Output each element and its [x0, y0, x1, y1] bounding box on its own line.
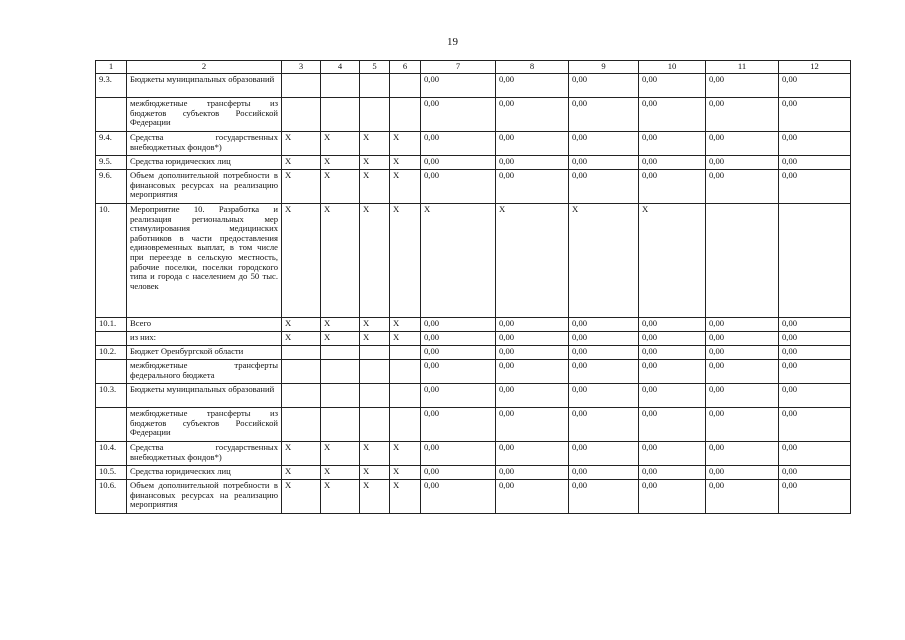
- value-cell: 0,00: [421, 480, 496, 514]
- table-row: [96, 318, 851, 332]
- value-cell: 0,00: [421, 466, 496, 480]
- row-label-cell: Средства государственных внебюджетных фондов*): [127, 442, 282, 466]
- table-row: [96, 360, 851, 384]
- table-row: [96, 384, 851, 408]
- value-cell: 0,00: [569, 132, 639, 156]
- row-label-cell: Объем дополнительной потребности в финансовых ресурсах на реализацию мероприятия: [127, 170, 282, 204]
- value-cell: [282, 360, 321, 384]
- value-cell: 0,00: [779, 170, 851, 204]
- page-number: 19: [447, 36, 458, 48]
- value-cell: X: [390, 466, 421, 480]
- value-cell: 0,00: [639, 98, 706, 132]
- value-cell: X: [321, 332, 360, 346]
- value-cell: 0,00: [421, 442, 496, 466]
- column-number: 1: [96, 61, 127, 74]
- value-cell: X: [390, 332, 421, 346]
- value-cell: 0,00: [569, 332, 639, 346]
- value-cell: 0,00: [706, 318, 779, 332]
- value-cell: 0,00: [496, 318, 569, 332]
- value-cell: [390, 74, 421, 98]
- value-cell: 0,00: [779, 74, 851, 98]
- value-cell: 0,00: [496, 346, 569, 360]
- value-cell: 0,00: [569, 170, 639, 204]
- value-cell: [282, 408, 321, 442]
- value-cell: 0,00: [706, 74, 779, 98]
- row-number-cell: 10.6.: [96, 480, 127, 514]
- value-cell: 0,00: [706, 466, 779, 480]
- value-cell: X: [390, 132, 421, 156]
- value-cell: 0,00: [421, 384, 496, 408]
- row-number-cell: [96, 332, 127, 346]
- row-label-cell: Бюджеты муниципальных образований: [127, 384, 282, 408]
- value-cell: X: [360, 132, 390, 156]
- value-cell: 0,00: [569, 480, 639, 514]
- row-label-cell: Объем дополнительной потребности в финансовых ресурсах на реализацию мероприятия: [127, 480, 282, 514]
- value-cell: [282, 384, 321, 408]
- value-cell: [360, 408, 390, 442]
- value-cell: 0,00: [569, 360, 639, 384]
- value-cell: 0,00: [569, 156, 639, 170]
- value-cell: 0,00: [779, 408, 851, 442]
- value-cell: 0,00: [779, 318, 851, 332]
- value-cell: 0,00: [569, 74, 639, 98]
- value-cell: 0,00: [706, 480, 779, 514]
- value-cell: 0,00: [421, 346, 496, 360]
- value-cell: X: [390, 442, 421, 466]
- value-cell: 0,00: [639, 332, 706, 346]
- column-number: 8: [496, 61, 569, 74]
- row-label-cell: Средства юридических лиц: [127, 156, 282, 170]
- table-row: [96, 346, 851, 360]
- value-cell: [390, 360, 421, 384]
- value-cell: 0,00: [706, 346, 779, 360]
- value-cell: X: [282, 480, 321, 514]
- value-cell: X: [282, 170, 321, 204]
- value-cell: 0,00: [496, 442, 569, 466]
- value-cell: 0,00: [639, 466, 706, 480]
- value-cell: X: [390, 480, 421, 514]
- value-cell: 0,00: [779, 360, 851, 384]
- table-row: [96, 408, 851, 442]
- table-row: [96, 74, 851, 98]
- value-cell: X: [390, 156, 421, 170]
- value-cell: X: [321, 480, 360, 514]
- row-number-cell: 9.6.: [96, 170, 127, 204]
- value-cell: X: [360, 204, 390, 318]
- value-cell: [321, 408, 360, 442]
- value-cell: [282, 74, 321, 98]
- value-cell: [321, 98, 360, 132]
- value-cell: X: [360, 466, 390, 480]
- value-cell: 0,00: [706, 332, 779, 346]
- value-cell: [360, 74, 390, 98]
- value-cell: 0,00: [779, 384, 851, 408]
- row-number-cell: 9.4.: [96, 132, 127, 156]
- value-cell: X: [360, 318, 390, 332]
- value-cell: 0,00: [496, 74, 569, 98]
- value-cell: 0,00: [421, 360, 496, 384]
- row-number-cell: 10.2.: [96, 346, 127, 360]
- value-cell: 0,00: [496, 156, 569, 170]
- value-cell: [390, 346, 421, 360]
- value-cell: [390, 98, 421, 132]
- value-cell: 0,00: [779, 156, 851, 170]
- row-number-cell: 10.1.: [96, 318, 127, 332]
- row-number-cell: [96, 408, 127, 442]
- table-row: [96, 132, 851, 156]
- value-cell: 0,00: [639, 318, 706, 332]
- value-cell: X: [390, 318, 421, 332]
- table-row: [96, 204, 851, 318]
- value-cell: 0,00: [421, 318, 496, 332]
- value-cell: X: [321, 204, 360, 318]
- value-cell: X: [360, 442, 390, 466]
- value-cell: 0,00: [569, 318, 639, 332]
- value-cell: 0,00: [639, 132, 706, 156]
- value-cell: X: [282, 132, 321, 156]
- value-cell: X: [321, 132, 360, 156]
- table-row: [96, 480, 851, 514]
- row-label-cell: Средства государственных внебюджетных фондов*): [127, 132, 282, 156]
- value-cell: [321, 346, 360, 360]
- value-cell: 0,00: [496, 466, 569, 480]
- value-cell: 0,00: [706, 132, 779, 156]
- column-number: 5: [360, 61, 390, 74]
- value-cell: 0,00: [706, 360, 779, 384]
- budget-table: [95, 60, 851, 514]
- value-cell: 0,00: [421, 156, 496, 170]
- value-cell: X: [282, 156, 321, 170]
- value-cell: 0,00: [779, 480, 851, 514]
- value-cell: 0,00: [639, 480, 706, 514]
- value-cell: [706, 204, 779, 318]
- value-cell: 0,00: [639, 360, 706, 384]
- value-cell: 0,00: [421, 170, 496, 204]
- value-cell: 0,00: [569, 442, 639, 466]
- value-cell: 0,00: [639, 408, 706, 442]
- column-number: 7: [421, 61, 496, 74]
- row-label-cell: Всего: [127, 318, 282, 332]
- row-label-cell: Мероприятие 10. Разработка и реализация региональных мер стимулирования медицинских работников в части предоставления единовременных выплат, в том числе при переезде в сельскую местность, рабочие поселки, поселки городского типа и города с населением до 50 тыс. человек: [127, 204, 282, 318]
- value-cell: [779, 204, 851, 318]
- column-number: 9: [569, 61, 639, 74]
- value-cell: 0,00: [496, 332, 569, 346]
- value-cell: 0,00: [779, 98, 851, 132]
- value-cell: 0,00: [569, 98, 639, 132]
- value-cell: X: [496, 204, 569, 318]
- value-cell: X: [569, 204, 639, 318]
- value-cell: 0,00: [639, 156, 706, 170]
- value-cell: [321, 74, 360, 98]
- value-cell: [321, 360, 360, 384]
- value-cell: 0,00: [639, 384, 706, 408]
- value-cell: 0,00: [639, 442, 706, 466]
- row-number-cell: [96, 360, 127, 384]
- value-cell: X: [282, 442, 321, 466]
- value-cell: X: [360, 480, 390, 514]
- value-cell: 0,00: [496, 98, 569, 132]
- value-cell: [360, 346, 390, 360]
- row-label-cell: межбюджетные трансферты из бюджетов субъектов Российской Федерации: [127, 98, 282, 132]
- value-cell: X: [360, 332, 390, 346]
- value-cell: 0,00: [496, 170, 569, 204]
- value-cell: [360, 384, 390, 408]
- column-number: 6: [390, 61, 421, 74]
- value-cell: 0,00: [779, 332, 851, 346]
- value-cell: [360, 98, 390, 132]
- value-cell: [282, 346, 321, 360]
- value-cell: 0,00: [706, 98, 779, 132]
- value-cell: 0,00: [496, 480, 569, 514]
- value-cell: 0,00: [421, 332, 496, 346]
- row-number-cell: 9.3.: [96, 74, 127, 98]
- row-number-cell: 10.5.: [96, 466, 127, 480]
- value-cell: X: [421, 204, 496, 318]
- table-row: [96, 170, 851, 204]
- row-number-cell: 10.: [96, 204, 127, 318]
- value-cell: 0,00: [421, 98, 496, 132]
- value-cell: 0,00: [706, 384, 779, 408]
- value-cell: 0,00: [421, 132, 496, 156]
- value-cell: 0,00: [706, 408, 779, 442]
- value-cell: X: [639, 204, 706, 318]
- column-number: 3: [282, 61, 321, 74]
- row-label-cell: из них:: [127, 332, 282, 346]
- column-number: 12: [779, 61, 851, 74]
- table-row: [96, 156, 851, 170]
- value-cell: 0,00: [421, 74, 496, 98]
- table-row: [96, 98, 851, 132]
- value-cell: X: [321, 318, 360, 332]
- value-cell: 0,00: [706, 442, 779, 466]
- column-number: 10: [639, 61, 706, 74]
- row-label-cell: Средства юридических лиц: [127, 466, 282, 480]
- value-cell: 0,00: [779, 132, 851, 156]
- value-cell: 0,00: [639, 170, 706, 204]
- value-cell: X: [321, 156, 360, 170]
- value-cell: 0,00: [421, 408, 496, 442]
- column-number-row: [96, 61, 851, 74]
- value-cell: [390, 408, 421, 442]
- value-cell: 0,00: [496, 408, 569, 442]
- value-cell: 0,00: [496, 132, 569, 156]
- value-cell: [390, 384, 421, 408]
- table-row: [96, 332, 851, 346]
- value-cell: X: [390, 204, 421, 318]
- value-cell: [321, 384, 360, 408]
- value-cell: X: [390, 170, 421, 204]
- value-cell: 0,00: [569, 384, 639, 408]
- column-number: 11: [706, 61, 779, 74]
- row-label-cell: Бюджеты муниципальных образований: [127, 74, 282, 98]
- value-cell: X: [321, 466, 360, 480]
- column-number: 2: [127, 61, 282, 74]
- table-body: [96, 61, 851, 514]
- value-cell: 0,00: [496, 360, 569, 384]
- value-cell: X: [321, 442, 360, 466]
- value-cell: 0,00: [706, 156, 779, 170]
- row-number-cell: 10.3.: [96, 384, 127, 408]
- value-cell: 0,00: [569, 466, 639, 480]
- value-cell: 0,00: [779, 442, 851, 466]
- table-row: [96, 442, 851, 466]
- value-cell: [282, 98, 321, 132]
- value-cell: X: [282, 332, 321, 346]
- row-number-cell: 9.5.: [96, 156, 127, 170]
- value-cell: [360, 360, 390, 384]
- value-cell: X: [282, 204, 321, 318]
- value-cell: 0,00: [639, 346, 706, 360]
- row-label-cell: межбюджетные трансферты федерального бюджета: [127, 360, 282, 384]
- row-number-cell: [96, 98, 127, 132]
- value-cell: X: [282, 466, 321, 480]
- value-cell: 0,00: [639, 74, 706, 98]
- column-number: 4: [321, 61, 360, 74]
- value-cell: X: [321, 170, 360, 204]
- table-row: [96, 466, 851, 480]
- row-number-cell: 10.4.: [96, 442, 127, 466]
- value-cell: 0,00: [569, 408, 639, 442]
- value-cell: 0,00: [706, 170, 779, 204]
- value-cell: 0,00: [779, 346, 851, 360]
- value-cell: X: [282, 318, 321, 332]
- row-label-cell: межбюджетные трансферты из бюджетов субъектов Российской Федерации: [127, 408, 282, 442]
- value-cell: X: [360, 156, 390, 170]
- row-label-cell: Бюджет Оренбургской области: [127, 346, 282, 360]
- value-cell: 0,00: [496, 384, 569, 408]
- value-cell: X: [360, 170, 390, 204]
- value-cell: 0,00: [779, 466, 851, 480]
- value-cell: 0,00: [569, 346, 639, 360]
